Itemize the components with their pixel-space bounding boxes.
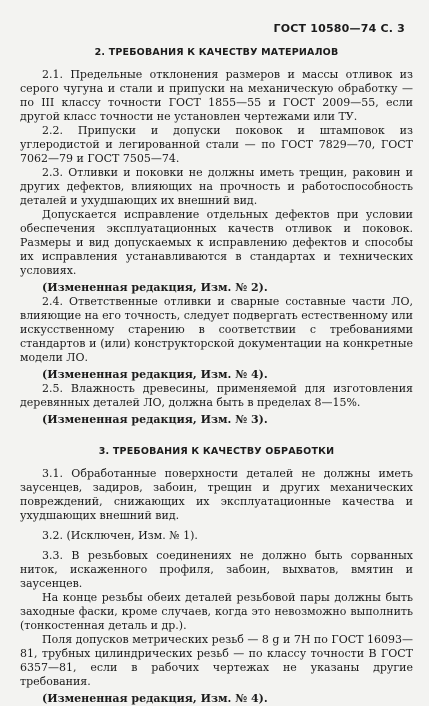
- paragraph-2-5: 2.5. Влажность древесины, применяемой для изготовления деревянных деталей ЛО, должна быть в пределах 8—15%.: [20, 382, 413, 409]
- paragraph-3-3-continued: На конце резьбы обеих деталей резьбовой пары должны быть заходные фаски, кроме случаев, когда это невозможно выполнить (тонкостенная деталь и др.).: [20, 591, 413, 632]
- paragraph-3-3: 3.3. В резьбовых соединениях не должно быть сорванных ниток, искаженного профиля, забоин, выхватов, вмятин и заусенцев.: [20, 549, 413, 590]
- amendment-note: (Измененная редакция, Изм. № 4).: [42, 368, 268, 381]
- paragraph-3-2: 3.2. (Исключен, Изм. № 1).: [42, 529, 198, 542]
- section-2-title: 2. ТРЕБОВАНИЯ К КАЧЕСТВУ МАТЕРИАЛОВ: [94, 47, 339, 58]
- amendment-note: (Измененная редакция, Изм. № 4).: [42, 692, 268, 705]
- paragraph-2-2: 2.2. Припуски и допуски поковок и штамповок из углеродистой и легированной стали — по ГОСТ 7829—70, ГОСТ 7062—79 и ГОСТ 7505—74.: [20, 124, 413, 165]
- paragraph-2-1: 2.1. Предельные отклонения размеров и массы отливок из серого чугуна и стали и припуски на механическую обработку — по III классу точности ГОСТ 1855—55 и ГОСТ 2009—55, если другой класс точности не установлен чертежами или ТУ.: [20, 68, 413, 123]
- paragraph-2-3-continued: Допускается исправление отдельных дефектов при условии обеспечения эксплуатационных качеств отливок и поковок. Размеры и вид допускаемых к исправлению дефектов и способы их исправления устанавливаются в стандартах и технических условиях.: [20, 208, 413, 277]
- paragraph-2-4: 2.4. Ответственные отливки и сварные составные части ЛО, влияющие на его точность, следует подвергать естественному или искусственному старению в соответствии с требованиями стандартов и (или) конструкторской документации на конкретные модели ЛО.: [20, 295, 413, 364]
- amendment-note: (Измененная редакция, Изм. № 3).: [42, 413, 268, 426]
- paragraph-2-3: 2.3. Отливки и поковки не должны иметь трещин, раковин и других дефектов, влияющих на прочность и работоспособность деталей и ухудшающих их внешний вид.: [20, 166, 413, 207]
- page-header: ГОСТ 10580—74 С. 3: [273, 22, 405, 35]
- paragraph-3-3-tolerances: Поля допусков метрических резьб — 8 g и 7H по ГОСТ 16093—81, трубных цилиндрических резьб — по классу точности В ГОСТ 6357—81, если в рабочих чертежах не указаны другие требования.: [20, 633, 413, 688]
- paragraph-3-1: 3.1. Обработанные поверхности деталей не должны иметь заусенцев, задиров, забоин, трещин и других механических повреждений, снижающих их эксплуатационные качества и ухудшающих внешний вид.: [20, 467, 413, 522]
- amendment-note: (Измененная редакция, Изм. № 2).: [42, 281, 268, 294]
- document-body: [20, 40, 413, 706]
- section-3-title: 3. ТРЕБОВАНИЯ К КАЧЕСТВУ ОБРАБОТКИ: [98, 446, 335, 457]
